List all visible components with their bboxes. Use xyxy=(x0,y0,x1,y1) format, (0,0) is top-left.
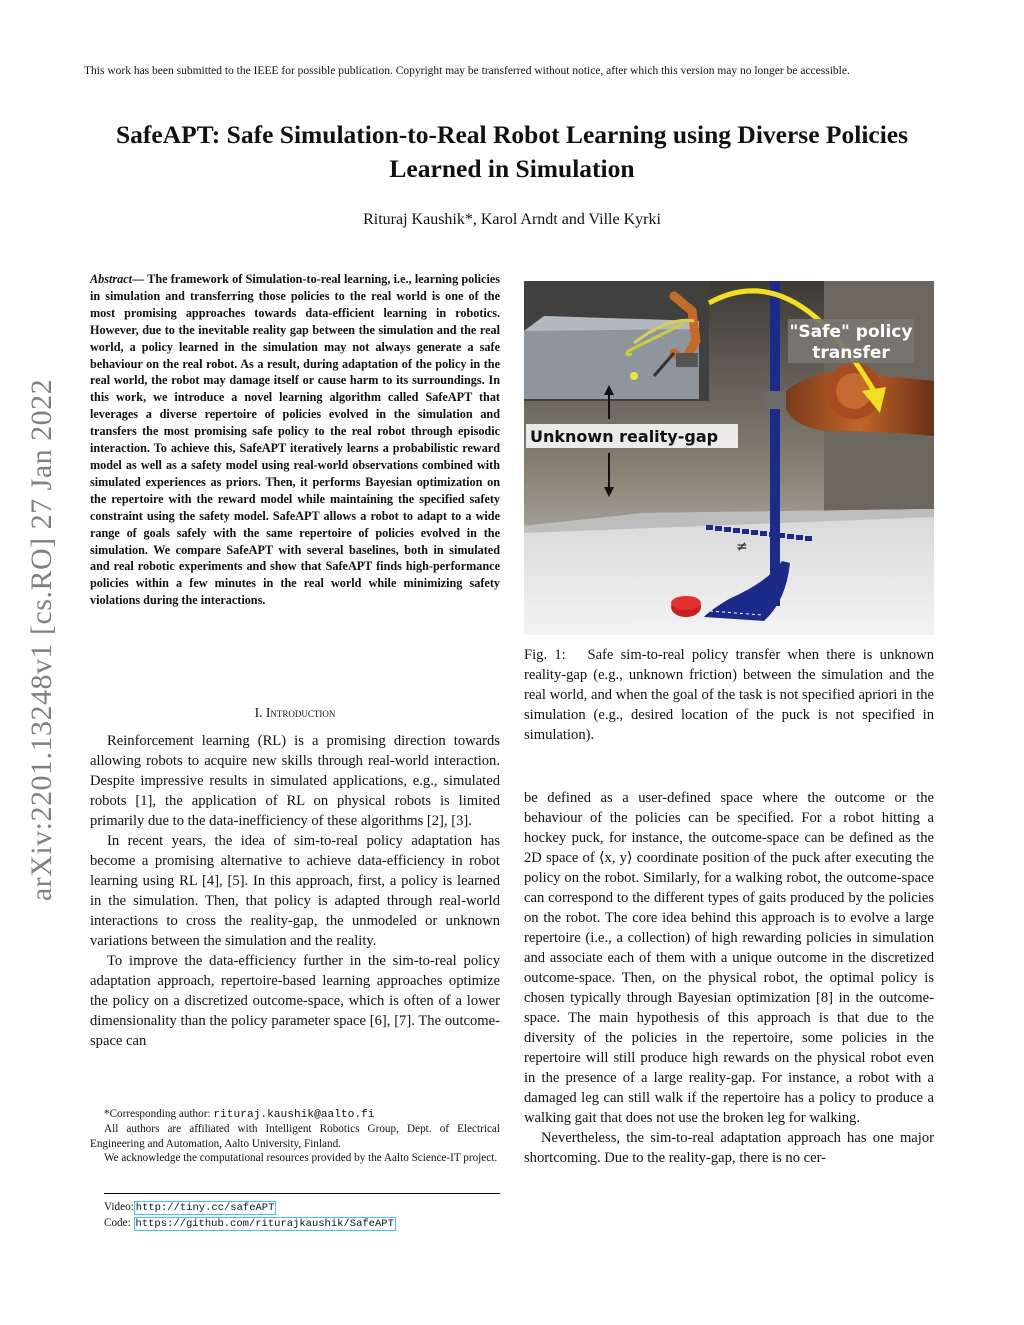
corresponding-author-note: *Corresponding author: rituraj.kaushik@aalto.fi xyxy=(104,1108,375,1121)
video-link-row: Video: http://tiny.cc/safeAPT xyxy=(104,1201,275,1214)
author-email[interactable]: rituraj.kaushik@aalto.fi xyxy=(213,1109,375,1121)
figure-label-transfer-1: "Safe" policy xyxy=(789,322,913,342)
figure-label-transfer-2: transfer xyxy=(812,343,890,363)
affiliation-note: All authors are affiliated with Intelligent Robotics Group, Dept. of Electrical Engineering and Automation, Aalto University, Finland. xyxy=(90,1123,500,1150)
figure-caption xyxy=(524,645,934,745)
figure-1-image xyxy=(524,281,934,635)
right-column-body xyxy=(524,788,934,1168)
caption-label: Fig. 1: xyxy=(524,647,566,663)
resource-links xyxy=(104,1200,500,1231)
abstract-lead: Abstract— xyxy=(90,272,145,286)
paragraph: In recent years, the idea of sim-to-real policy adaptation has become a promising alternative to achieve data-efficiency in robot learning using RL [4], [5]. In this approach, first, a policy is learned in the simulation. Then, that policy is adapted through real-world interactions to cross the reality-gap, the unmodeled or unknown variations between the simulation and the reality. xyxy=(90,833,500,949)
paragraph: Reinforcement learning (RL) is a promising direction towards allowing robots to acquire new skills through real-world interaction. Despite impressive results in simulated applications, e.g., simulated robots [1], the application of RL on physical robots is limited primarily due to the data-inefficiency of these algorithms [2], [3]. xyxy=(90,733,500,829)
left-column-body xyxy=(90,731,500,1051)
paper-title: SafeAPT: Safe Simulation-to-Real Robot Learning using Diverse Policies Learned in Simulation xyxy=(115,120,909,183)
paragraph: To improve the data-efficiency further in the sim-to-real policy adaptation approach, repertoire-based learning approaches optimize the policy on a discretized outcome-space, which is often of a lower dimensionality than the policy parameter space [6], [7]. The outcome-space can xyxy=(90,953,500,1049)
footnote-divider xyxy=(104,1193,500,1194)
abstract-text: The framework of Simulation-to-real learning, i.e., learning policies in simulation and transferring those policies to the real world is one of the most promising approaches towards data-efficient learning in robotics. However, due to the inevitable reality gap between the simulation and the real world, a policy learned in the simulation may not always generate a safe behaviour on the real robot. As a result, during adaptation of the policy in the real world, the robot may damage itself or cause harm to its surroundings. In this work, we introduce a novel learning algorithm called SafeAPT that leverages a diverse repertoire of policies evolved in the simulation and transfers the most promising safe policy to the real robot through episodic interaction. To achieve this, SafeAPT iteratively learns a probabilistic reward model as well as a safety model using real-world observations combined with simulated experiences as priors. Then, it performs Bayesian optimization on the repertoire with the reward model while maintaining the specified safety constraint using the safety model. SafeAPT allows a robot to adapt to a wide range of goals safely with the same repertoire of policies evolved in the simulation. We compare SafeAPT with several baselines, both in simulated and real robotic experiments and show that SafeAPT finds high-performance policies within a few minutes in the real world while minimizing safety violations during the interactions. xyxy=(90,272,500,608)
section-heading xyxy=(90,705,500,721)
acknowledgement-note: We acknowledge the computational resources provided by the Aalto Science-IT project. xyxy=(104,1151,498,1164)
video-link[interactable]: http://tiny.cc/safeAPT xyxy=(135,1202,275,1214)
paper-authors: Rituraj Kaushik*, Karol Arndt and Ville Kyrki xyxy=(363,211,661,228)
code-link-row: Code: https://github.com/riturajkaushik/SafeAPT xyxy=(104,1216,394,1230)
code-link[interactable]: https://github.com/riturajkaushik/SafeAPT xyxy=(135,1217,394,1230)
section-title: Introduction xyxy=(265,705,336,720)
paragraph: Nevertheless, the sim-to-real adaptation approach has one major shortcoming. Due to the reality-gap, there is no cer- xyxy=(524,1130,934,1166)
arxiv-identifier: arXiv:2201.13248v1 [cs.RO] 27 Jan 2022 xyxy=(25,378,58,902)
paragraph: be defined as a user-defined space where the outcome or the behaviour of the policies can be specified. For a robot hitting a hockey puck, for instance, the outcome-space can be defined as the 2D space of ⟨x, y⟩ coordinate position of the puck after executing the policy on the robot. Similarly, for a walking robot, the outcome-space can correspond to the different types of gaits produced by the policies on the robot. The core idea behind this approach is to evolve a large repertoire (i.e., a collection) of high rewarding policies in simulation and associate each of them with a unique outcome in the discretized outcome-space. Then, on the physical robot, the optimal policy is chosen typically through Bayesian optimization [8] in the outcome-space. The main hypothesis of this approach is that due to the diversity of the policies in the repertoire, some policies in the repertoire will still produce high rewards on the physical robot even in the presence of a large reality-gap. For instance, a robot with a damaged leg can still walk if the repertoire has a policy to produce a walking gait that does not use the broken leg for walking. xyxy=(524,790,934,1126)
figure-label-reality-gap: Unknown reality-gap xyxy=(530,427,719,446)
svg-text:≠: ≠ xyxy=(736,539,748,555)
footnotes xyxy=(90,1107,500,1165)
copyright-notice: This work has been submitted to the IEEE for possible publication. Copyright may be transferred without notice, after which this version may no longer be accessible. xyxy=(84,65,850,77)
arxiv-sidebar xyxy=(20,340,64,940)
abstract xyxy=(90,271,500,609)
caption-text: Safe sim-to-real policy transfer when there is unknown reality-gap (e.g., unknown friction) between the simulation and the real world, and when the goal of the task is not specified apriori in the simulation (e.g., desired location of the puck is not specified in simulation). xyxy=(524,647,934,743)
section-number: I. xyxy=(254,705,263,720)
